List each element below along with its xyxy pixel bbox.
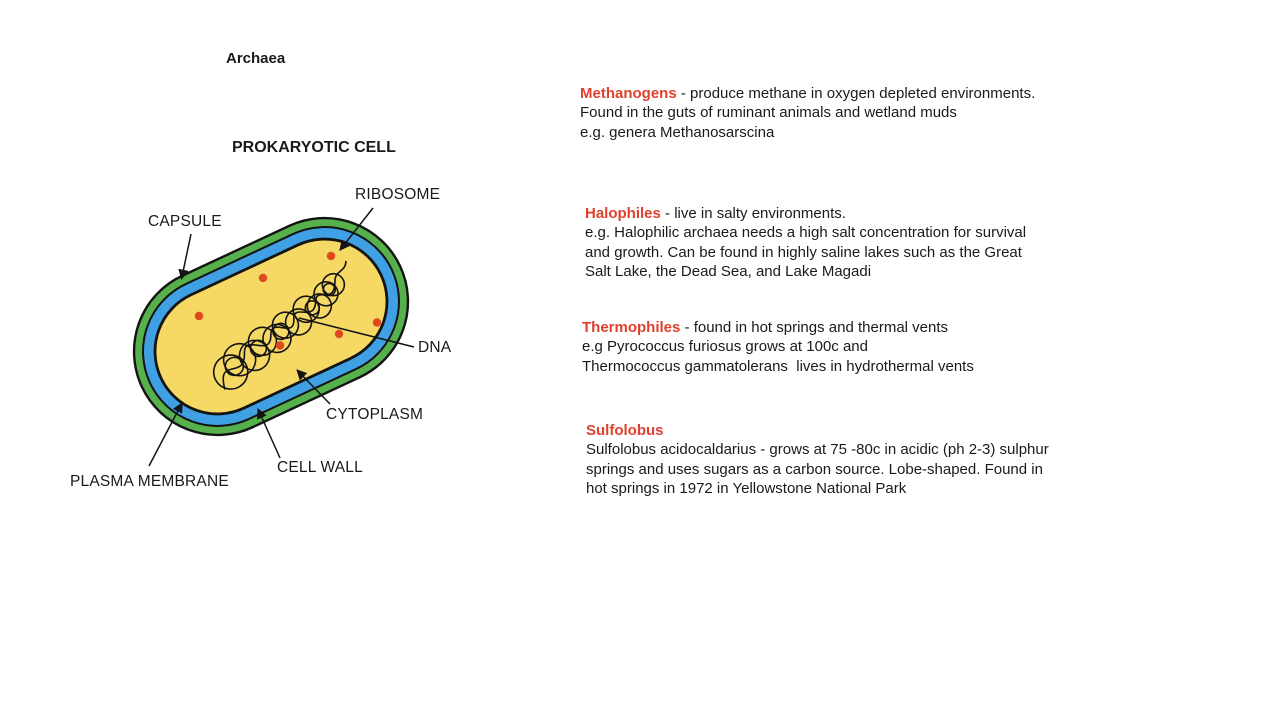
info-block-halophiles	[585, 204, 1026, 282]
archaea-title: Archaea	[226, 50, 286, 67]
text-line: Sulfolobus acidocaldarius - grows at 75 -80c in acidic (ph 2-3) sulphur	[586, 441, 1049, 459]
info-block-sulfolobus	[586, 421, 1049, 499]
ribosome-dot	[276, 341, 284, 349]
text-line: and growth. Can be found in highly saline lakes such as the Great	[585, 243, 1022, 261]
text-line: e.g. genera Methanosarscina	[580, 123, 775, 141]
text-line: e.g Pyrococcus furiosus grows at 100c and	[582, 338, 868, 356]
capsule-label: CAPSULE	[148, 213, 222, 230]
block-text: - live in salty environments.	[660, 205, 846, 222]
text-line	[582, 318, 974, 337]
ribosome-dot	[195, 312, 203, 320]
text-line: e.g. Halophilic archaea needs a high salt concentration for survival	[585, 224, 1027, 242]
block-text: - produce methane in oxygen depleted environments.	[676, 85, 1036, 102]
ribosome-label: RIBOSOME	[355, 186, 441, 203]
text-line	[586, 421, 1049, 440]
text-line: Found in the guts of ruminant animals and wetland muds	[580, 104, 957, 122]
plasma-membrane-label: PLASMA MEMBRANE	[70, 473, 229, 490]
ribosome-dot	[259, 274, 267, 282]
cell-wall-label: CELL WALL	[277, 459, 363, 476]
dna-label: DNA	[418, 339, 452, 356]
ribosome-dot	[327, 252, 335, 260]
text-line: Thermococcus gammatolerans lives in hydrothermal vents	[582, 357, 974, 375]
text-line: springs and uses sugars as a carbon source. Lobe-shaped. Found in	[586, 460, 1043, 478]
cytoplasm-label: CYTOPLASM	[326, 406, 424, 423]
text-line: Salt Lake, the Dead Sea, and Lake Magadi	[585, 263, 872, 281]
text-line: hot springs in 1972 in Yellowstone National Park	[586, 480, 907, 498]
text-line	[580, 84, 1035, 103]
prokaryotic-cell-title: PROKARYOTIC CELL	[232, 139, 396, 156]
ribosome-dot	[335, 330, 343, 338]
info-block-methanogens	[580, 84, 1035, 142]
block-title: Methanogens	[580, 85, 677, 102]
ribosome-dot	[373, 318, 381, 326]
info-block-thermophiles	[582, 318, 974, 376]
text-line	[585, 204, 1026, 223]
block-title: Sulfolobus	[586, 422, 664, 439]
block-text: - found in hot springs and thermal vents	[680, 319, 949, 336]
block-title: Thermophiles	[582, 319, 681, 336]
block-title: Halophiles	[585, 205, 661, 222]
